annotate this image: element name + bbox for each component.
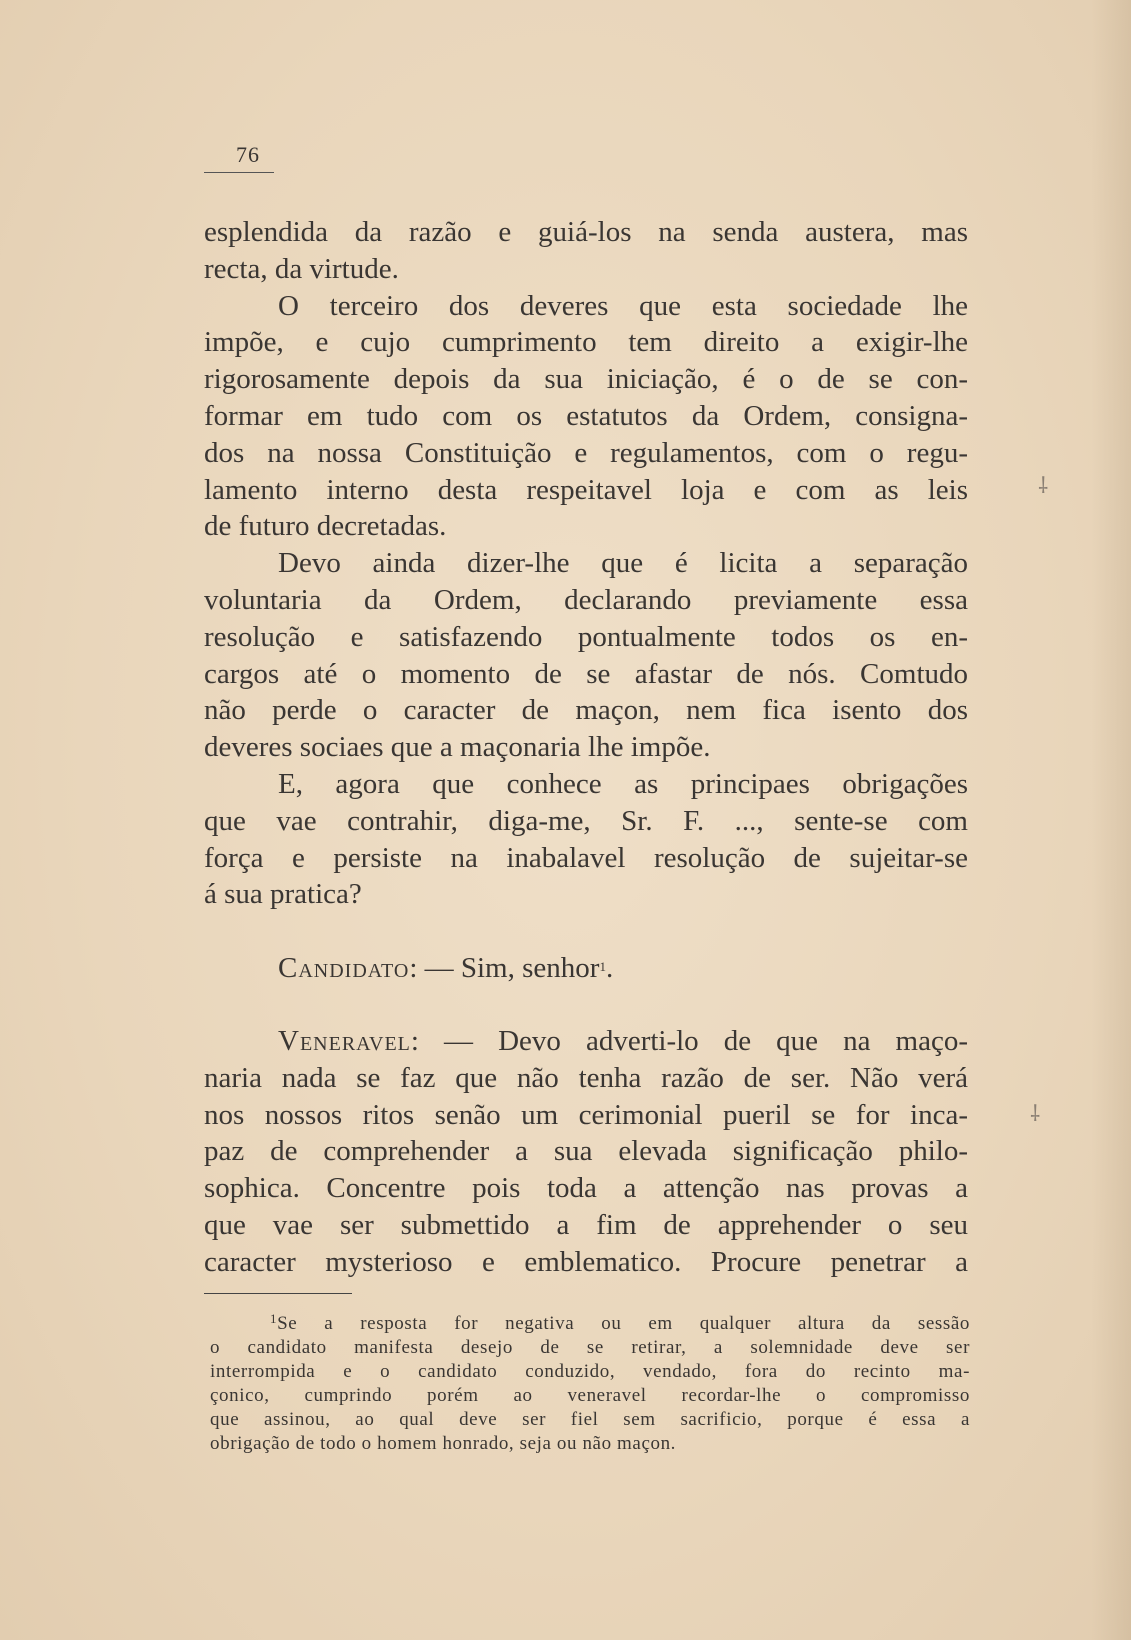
footnote-ref: 1 [599,959,606,975]
veneravel-line: nos nossos ritos senão um cerimonial pueril se for inca- [204,1098,968,1131]
body-line: O terceiro dos deveres que esta sociedade lhe [278,289,968,322]
margin-annotation-mark: ⸸ [1038,473,1049,498]
footnote-line [210,1307,970,1336]
candidato-reply: : — Sim, senhor [409,952,600,985]
footnote-line: que assinou, ao qual deve ser fiel sem sacrificio, porque é essa a [210,1409,970,1430]
speaker-candidato: Candidato [278,952,410,985]
footnote-line: obrigação de todo o homem honrado, seja ou não maçon. [210,1433,677,1454]
body-line: resolução e satisfazendo pontualmente todos os en- [204,620,968,653]
veneravel-line: sophica. Concentre pois toda a attenção nas provas a [204,1172,968,1205]
footnote-line: interrompida e o candidato conduzido, vendado, fora do recinto ma- [210,1361,970,1382]
body-text [204,214,968,1281]
body-line: á sua pratica? [204,878,362,911]
page-edge-shadow [1091,0,1131,1640]
body-line: deveres sociaes que a maçonaria lhe impõe. [204,731,711,764]
body-line: de futuro decretadas. [204,510,447,543]
body-line: cargos até o momento de se afastar de nós. Comtudo [204,657,968,690]
body-line: rigorosamente depois da sua iniciação, é o de se con- [204,363,968,396]
body-line: formar em tudo com os estatutos da Ordem, consigna- [204,399,968,432]
page-number-rule [204,172,274,173]
footnote-rule [204,1293,352,1294]
veneravel-first-line [204,1023,968,1060]
footnote [210,1307,970,1456]
paragraph-lines [204,214,968,913]
body-line: impõe, e cujo cumprimento tem direito a exigir-lhe [204,326,968,359]
body-line: E, agora que conhece as principaes obrigações [278,767,968,800]
spacer [204,987,968,1023]
footnote-line: çonico, cumprindo porém ao veneravel recordar-lhe o compromisso [210,1385,970,1406]
veneravel-line: naria nada se faz que não tenha razão de ser. Não verá [204,1061,968,1094]
spacer [204,913,968,949]
veneravel-line: que vae ser submettido a fim de apprehender o seu [204,1208,968,1241]
page-number: 76 [236,142,260,167]
candidato-line [204,949,968,987]
footnote-line: o candidato manifesta desejo de se retirar, a solemnidade deve ser [210,1337,970,1358]
footnote-lines [210,1307,970,1456]
body-line: esplendida da razão e guiá-los na senda austera, mas [204,216,968,248]
body-line: voluntaria da Ordem, declarando previamente essa [204,583,968,616]
body-line: lamento interno desta respeitavel loja e com as leis [204,473,968,506]
body-line: Devo ainda dizer-lhe que é licita a separação [278,547,968,580]
candidato-end: . [605,952,614,985]
veneravel-line: paz de comprehender a sua elevada significação philo- [204,1135,968,1168]
body-line: que vae contrahir, diga-me, Sr. F. ..., sente-se com [204,804,968,837]
body-line: força e persiste na inabalavel resolução de sujeitar-se [204,841,968,874]
margin-annotation-mark: ⸸ [1030,1101,1041,1126]
body-line: recta, da virtude. [204,252,399,285]
veneravel-line: caracter mysterioso e emblematico. Procure penetrar a [204,1245,968,1278]
speaker-veneravel: Veneravel [278,1024,411,1057]
veneravel-text: : — Devo adverti-lo de que na maço- [410,1024,968,1057]
body-line: não perde o caracter de maçon, nem fica isento dos [204,694,968,727]
footnote-line-text: Se a resposta for negativa ou em qualquer altura da sessão [277,1313,970,1334]
veneravel-lines [204,1060,968,1281]
footnote-marker: 1 [270,1311,278,1326]
body-line: dos na nossa Constituição e regulamentos, com o regu- [204,436,968,469]
